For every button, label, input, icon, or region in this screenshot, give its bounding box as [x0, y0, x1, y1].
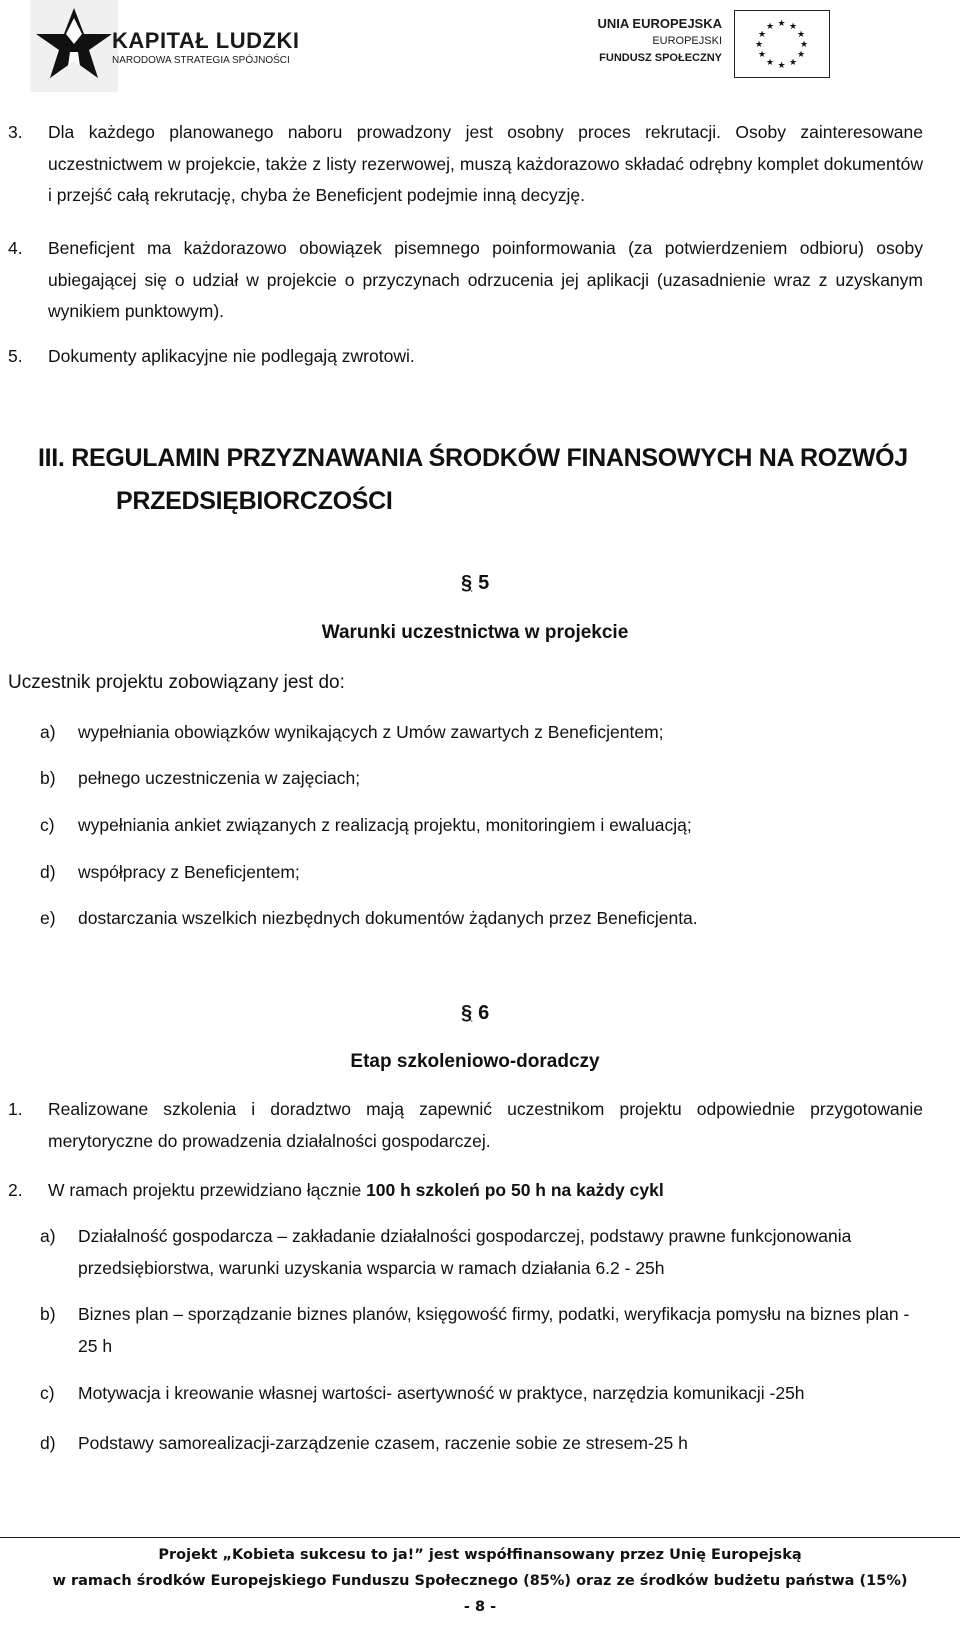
- paragraph-sign-5: [461, 572, 489, 595]
- paragraph-number: 2.: [8, 1180, 23, 1200]
- paragraph-6-2-text: W ramach projektu przewidziano łącznie: [48, 1180, 367, 1200]
- eu-logo: [592, 10, 832, 78]
- list-item-letter: d): [40, 1433, 56, 1453]
- svg-text:★: ★: [765, 22, 775, 32]
- paragraph-number: 3.: [8, 122, 23, 142]
- svg-text:★: ★: [796, 30, 806, 40]
- list-item: Podstawy samorealizacji-zarządzenie czasem, raczenie sobie ze stresem-25 h: [78, 1433, 688, 1453]
- list-item: współpracy z Beneficjentem;: [78, 862, 300, 882]
- list-item-letter: c): [40, 815, 55, 835]
- page-number: - 8 -: [463, 1599, 497, 1615]
- svg-text:★: ★: [788, 22, 798, 32]
- paragraph-3: Dla każdego planowanego naboru prowadzony jest osobny proces rekrutacji. Osoby zainteresowane uczestnictwem w projekcie, także z listy rezerwowej, muszą każdorazowo składać odrębny komplet dokumentów i przejść całą rekrutację, chyba że Beneficjent podejmie inną decyzję.: [48, 122, 923, 205]
- eu-logo-line3: FUNDUSZ SPOŁECZNY: [599, 52, 722, 64]
- eu-logo-line2: EUROPEJSKI: [652, 35, 722, 47]
- list-item-letter: c): [40, 1383, 55, 1403]
- svg-text:★: ★: [754, 40, 764, 50]
- footer-line1: Projekt „Kobieta sukcesu to ja!” jest współfinansowany przez Unię Europejską: [158, 1547, 802, 1563]
- svg-text:★: ★: [777, 19, 786, 29]
- paragraph-title-6: Etap szkoleniowo-doradczy: [350, 1051, 600, 1072]
- list-item: pełnego uczestniczenia w zajęciach;: [78, 768, 361, 788]
- svg-text:★: ★: [799, 40, 809, 50]
- paragraph-5: Dokumenty aplikacyjne nie podlegają zwrotowi.: [48, 346, 415, 366]
- eu-flag-icon: [734, 10, 830, 78]
- list-item-letter: a): [40, 1226, 56, 1246]
- paragraph-intro: Uczestnik projektu zobowiązany jest do:: [8, 672, 345, 693]
- svg-text:★: ★: [796, 50, 806, 60]
- list-item-letter: b): [40, 1304, 56, 1324]
- section-heading-line2: PRZEDSIĘBIORCZOŚCI: [116, 487, 393, 515]
- list-item-letter: e): [40, 908, 56, 928]
- section-number: 6: [478, 1002, 490, 1024]
- paragraph-number: 1.: [8, 1099, 23, 1119]
- logo-subtitle: NARODOWA STRATEGIA SPÓJNOŚCI: [112, 55, 290, 66]
- section-symbol: §: [461, 572, 473, 594]
- list-item: Motywacja i kreowanie własnej wartości- asertywność w praktyce, narzędzia komunikacji -25h: [78, 1383, 805, 1403]
- paragraph-6-2-bold: 100 h szkoleń po 50 h na każdy cykl: [366, 1180, 664, 1200]
- kapital-ludzki-logo: [30, 0, 315, 90]
- list-item: dostarczania wszelkich niezbędnych dokumentów żądanych przez Beneficjenta.: [78, 908, 698, 928]
- eu-logo-line1: UNIA EUROPEJSKA: [597, 16, 722, 31]
- svg-text:★: ★: [788, 58, 798, 68]
- list-item: wypełniania obowiązków wynikających z Umów zawartych z Beneficjentem;: [78, 722, 664, 742]
- list-item-letter: a): [40, 722, 56, 742]
- svg-text:★: ★: [757, 50, 767, 60]
- paragraph-title-5: Warunki uczestnictwa w projekcie: [321, 622, 629, 643]
- section-symbol: §: [461, 1002, 473, 1024]
- logo-title: KAPITAŁ LUDZKI: [112, 28, 300, 53]
- list-item: Biznes plan – sporządzanie biznes planów, księgowość firmy, podatki, weryfikacja pomysłu na biznes plan - 25 h: [78, 1304, 910, 1356]
- paragraph-6-1: Realizowane szkolenia i doradztwo mają zapewnić uczestnikom projektu odpowiednie przygotowanie merytoryczne do prowadzenia działalności gospodarczej.: [48, 1099, 923, 1151]
- list-item-letter: b): [40, 768, 56, 788]
- svg-text:★: ★: [777, 61, 786, 71]
- section-number: 5: [478, 572, 490, 594]
- footer-line2: w ramach środków Europejskiego Funduszu Społecznego (85%) oraz ze środków budżetu państwa (15%): [52, 1573, 908, 1589]
- paragraph-6-2: [48, 1175, 923, 1207]
- paragraph-number: 4.: [8, 238, 23, 258]
- svg-text:★: ★: [765, 58, 775, 68]
- section-heading: [38, 437, 938, 523]
- paragraph-sign-6: [461, 1002, 489, 1025]
- paragraph-4: Beneficjent ma każdorazowo obowiązek pisemnego poinformowania (za potwierdzeniem odbioru) osoby ubiegającej się o udział w projekcie o przyczynach odrzucenia jej aplikacji (uzasadnienie wraz z uzyskanym wynikiem punktowym).: [48, 238, 923, 321]
- footer-divider: [0, 1537, 960, 1538]
- list-item-letter: d): [40, 862, 56, 882]
- list-item: Działalność gospodarcza – zakładanie działalności gospodarczej, podstawy prawne funkcjonowania przedsiębiorstwa, warunki uzyskania wsparcia w ramach działania 6.2 - 25h: [78, 1226, 852, 1278]
- paragraph-number: 5.: [8, 346, 23, 366]
- section-heading-line1: III. REGULAMIN PRZYZNAWANIA ŚRODKÓW FINANSOWYCH NA ROZWÓJ: [38, 444, 908, 472]
- kapital-ludzki-emblem-icon: [30, 0, 118, 92]
- list-item: wypełniania ankiet związanych z realizacją projektu, monitoringiem i ewaluacją;: [78, 815, 692, 835]
- svg-text:★: ★: [757, 30, 767, 40]
